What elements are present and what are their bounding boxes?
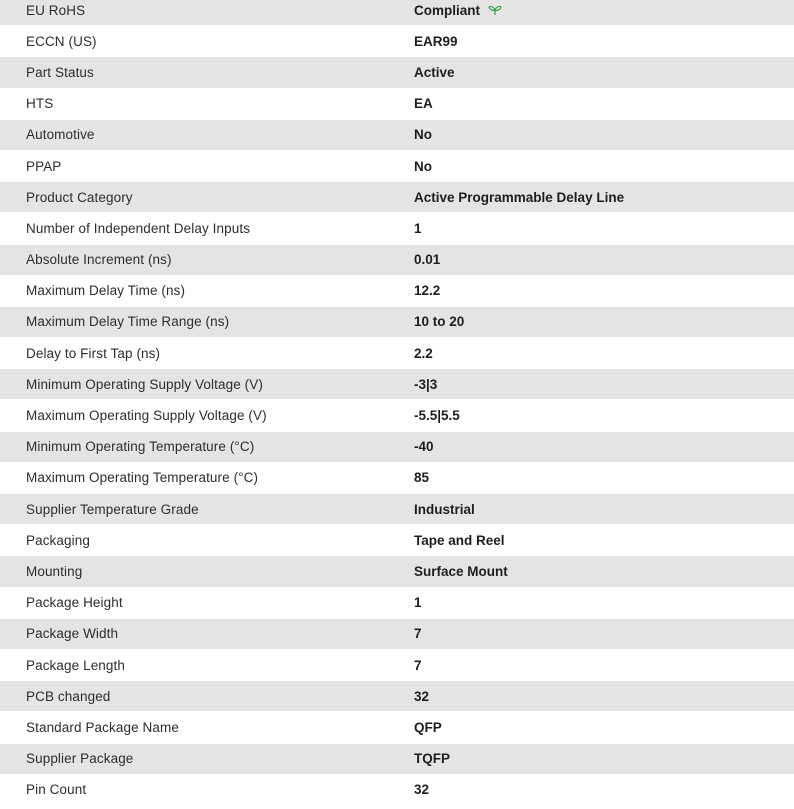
table-row — [0, 0, 794, 26]
row-label: Minimum Operating Supply Voltage (V) — [26, 376, 263, 392]
row-value: EAR99 — [414, 33, 458, 49]
row-value: Tape and Reel — [414, 532, 505, 548]
row-value: 1 — [414, 595, 422, 611]
row-value: 0.01 — [414, 252, 441, 268]
table-row — [0, 57, 794, 88]
row-value: 12.2 — [414, 283, 441, 299]
table-row — [0, 432, 794, 463]
table-row — [0, 556, 794, 587]
row-label: Mounting — [26, 563, 83, 579]
row-value: 32 — [414, 688, 430, 704]
table-row — [0, 276, 794, 307]
row-label: Packaging — [26, 532, 90, 548]
row-value: 85 — [414, 470, 430, 486]
row-value-text: Compliant — [414, 2, 480, 18]
table-row — [0, 182, 794, 213]
row-value: -5.5|5.5 — [414, 408, 460, 424]
row-value: Surface Mount — [414, 563, 508, 579]
row-label: Absolute Increment (ns) — [26, 252, 172, 268]
table-row — [0, 681, 794, 712]
table-row — [0, 307, 794, 338]
table-row — [0, 588, 794, 619]
row-label: PCB changed — [26, 688, 111, 704]
table-row — [0, 89, 794, 120]
row-value: 7 — [414, 657, 422, 673]
table-row — [0, 120, 794, 151]
row-label: HTS — [26, 96, 54, 112]
table-row — [0, 26, 794, 57]
row-value: TQFP — [414, 751, 450, 767]
row-value: 32 — [414, 782, 430, 798]
row-value: No — [414, 127, 432, 143]
row-value: -40 — [414, 439, 434, 455]
table-row — [0, 744, 794, 775]
table-row — [0, 369, 794, 400]
row-label: EU RoHS — [26, 2, 86, 18]
row-value: Industrial — [414, 501, 475, 517]
row-label: Maximum Operating Supply Voltage (V) — [26, 408, 267, 424]
row-label: Maximum Delay Time (ns) — [26, 283, 186, 299]
row-label: Minimum Operating Temperature (°C) — [26, 439, 255, 455]
table-row — [0, 245, 794, 276]
table-row — [0, 619, 794, 650]
row-label: Delay to First Tap (ns) — [26, 345, 161, 361]
row-value: 10 to 20 — [414, 314, 465, 330]
row-label: Pin Count — [26, 782, 87, 798]
row-value: -3|3 — [414, 376, 438, 392]
row-label: Maximum Delay Time Range (ns) — [26, 314, 230, 330]
table-row — [0, 494, 794, 525]
table-row — [0, 151, 794, 182]
row-value — [414, 3, 794, 18]
row-value: Active — [414, 64, 455, 80]
row-label: Part Status — [26, 64, 94, 80]
row-label: Automotive — [26, 127, 95, 143]
table-row — [0, 338, 794, 369]
row-label: Number of Independent Delay Inputs — [26, 220, 251, 236]
table-row — [0, 525, 794, 556]
row-value: 2.2 — [414, 345, 433, 361]
row-label: Maximum Operating Temperature (°C) — [26, 470, 259, 486]
table-row — [0, 400, 794, 431]
row-value: 7 — [414, 626, 422, 642]
row-label: Supplier Temperature Grade — [26, 501, 199, 517]
row-label: Supplier Package — [26, 751, 134, 767]
row-label: ECCN (US) — [26, 33, 97, 49]
row-value: EA — [414, 96, 433, 112]
row-label: PPAP — [26, 158, 62, 174]
table-row — [0, 712, 794, 743]
row-label: Standard Package Name — [26, 719, 179, 735]
leaf-icon — [488, 4, 502, 16]
row-label: Product Category — [26, 189, 133, 205]
row-value: Active Programmable Delay Line — [414, 189, 625, 205]
table-row — [0, 775, 794, 806]
table-row — [0, 650, 794, 681]
row-value: QFP — [414, 719, 442, 735]
row-label: Package Width — [26, 626, 119, 642]
row-label: Package Height — [26, 595, 123, 611]
row-value: No — [414, 158, 432, 174]
table-row — [0, 213, 794, 244]
row-label: Package Length — [26, 657, 125, 673]
row-value: 1 — [414, 220, 422, 236]
table-row — [0, 463, 794, 494]
